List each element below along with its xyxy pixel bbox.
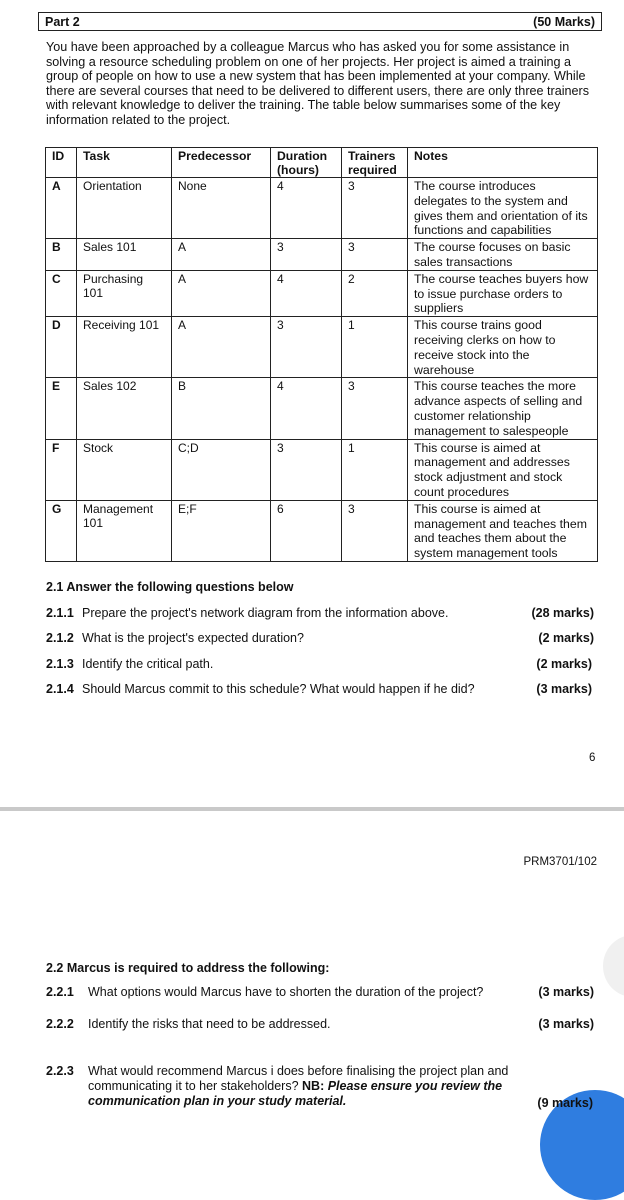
cell-predecessor: A xyxy=(172,270,271,316)
col-header-task: Task xyxy=(77,148,172,178)
cell-task: Management 101 xyxy=(77,500,172,561)
intro-paragraph: You have been approached by a colleague Marcus who has asked you for some assistance in solving a resource scheduling problem on one of her projects. Her project is aimed a training a group of people on how to use a new system that has been implemented at your company. While there are several courses that need to be delivered to different users, there are only three trainers with relevant knowledge to deliver the training. The table below summarises some of the key information related to the project. xyxy=(46,40,590,127)
table-row xyxy=(46,239,598,271)
question-text: What options would Marcus have to shorten the duration of the project? xyxy=(88,985,484,999)
question-text: Should Marcus commit to this schedule? What would happen if he did? xyxy=(82,682,475,696)
question-number: 2.2.1 xyxy=(46,985,74,999)
page-number: 6 xyxy=(589,752,596,764)
cell-notes: This course is aimed at management and addresses stock adjustment and stock count procedures xyxy=(408,439,598,500)
cell-trainers: 3 xyxy=(342,378,408,439)
question-number: 2.1.1 xyxy=(46,606,74,620)
cell-id: A xyxy=(46,178,77,239)
question-marks: (3 marks) xyxy=(538,1017,594,1031)
cell-notes: This course is aimed at management and teaches them and teaches them about the system management tools xyxy=(408,500,598,561)
cell-predecessor: None xyxy=(172,178,271,239)
cell-trainers: 1 xyxy=(342,439,408,500)
table-row xyxy=(46,270,598,316)
cell-duration: 4 xyxy=(271,270,342,316)
cell-task: Sales 102 xyxy=(77,378,172,439)
table-row xyxy=(46,378,598,439)
cell-trainers: 3 xyxy=(342,239,408,271)
cell-duration: 4 xyxy=(271,178,342,239)
table-row xyxy=(46,178,598,239)
cell-id: G xyxy=(46,500,77,561)
question-number: 2.2.2 xyxy=(46,1017,74,1031)
question-marks: (3 marks) xyxy=(536,682,592,696)
question-marks: (28 marks) xyxy=(531,606,594,620)
cell-predecessor: B xyxy=(172,378,271,439)
cell-trainers: 3 xyxy=(342,178,408,239)
question-marks: (2 marks) xyxy=(538,631,594,645)
col-header-duration: Duration (hours) xyxy=(271,148,342,178)
cell-predecessor: C;D xyxy=(172,439,271,500)
question-marks: (9 marks) xyxy=(537,1096,593,1110)
col-header-predecessor: Predecessor xyxy=(172,148,271,178)
course-code: PRM3701/102 xyxy=(523,856,597,868)
section-2-2-heading: 2.2 Marcus is required to address the following: xyxy=(46,961,330,975)
part-title: Part 2 xyxy=(45,15,80,29)
part-total-marks: (50 Marks) xyxy=(533,15,595,29)
nb-text: Please ensure you review the communication plan in your study material. xyxy=(88,1079,503,1108)
scroll-shadow-decoration xyxy=(603,935,624,997)
cell-trainers: 3 xyxy=(342,500,408,561)
table-row xyxy=(46,439,598,500)
cell-notes: The course introduces delegates to the system and gives them and orientation of its functions and capabilities xyxy=(408,178,598,239)
cell-duration: 3 xyxy=(271,317,342,378)
cell-predecessor: A xyxy=(172,239,271,271)
question-text: Identify the risks that need to be addressed. xyxy=(88,1017,331,1031)
question-text: What is the project's expected duration? xyxy=(82,631,304,645)
cell-id: D xyxy=(46,317,77,378)
course-table xyxy=(45,147,598,562)
cell-task: Receiving 101 xyxy=(77,317,172,378)
cell-trainers: 2 xyxy=(342,270,408,316)
question-2-2-3-text: What would recommend Marcus i does before finalising the project plan and communicating it to her stakeholders? xyxy=(88,1064,509,1093)
table-row xyxy=(46,317,598,378)
question-number: 2.2.3 xyxy=(46,1064,74,1078)
cell-duration: 6 xyxy=(271,500,342,561)
cell-predecessor: A xyxy=(172,317,271,378)
cell-duration: 4 xyxy=(271,378,342,439)
cell-notes: This course teaches the more advance aspects of selling and customer relationship management to salespeople xyxy=(408,378,598,439)
cell-id: E xyxy=(46,378,77,439)
table-header-row xyxy=(46,148,598,178)
table-row xyxy=(46,500,598,561)
page-divider xyxy=(0,807,624,811)
cell-task: Orientation xyxy=(77,178,172,239)
cell-task: Stock xyxy=(77,439,172,500)
cell-task: Sales 101 xyxy=(77,239,172,271)
question-text xyxy=(88,1064,528,1109)
cell-notes: The course teaches buyers how to issue purchase orders to suppliers xyxy=(408,270,598,316)
question-text: Identify the critical path. xyxy=(82,657,214,671)
question-marks: (2 marks) xyxy=(536,657,592,671)
question-text: Prepare the project's network diagram from the information above. xyxy=(82,606,449,620)
question-number: 2.1.2 xyxy=(46,631,74,645)
cell-duration: 3 xyxy=(271,239,342,271)
question-marks: (3 marks) xyxy=(538,985,594,999)
cell-task: Purchasing 101 xyxy=(77,270,172,316)
col-header-id: ID xyxy=(46,148,77,178)
col-header-trainers: Trainers required xyxy=(342,148,408,178)
section-2-1-heading: 2.1 Answer the following questions below xyxy=(46,580,294,594)
cell-id: F xyxy=(46,439,77,500)
question-number: 2.1.4 xyxy=(46,682,74,696)
cell-trainers: 1 xyxy=(342,317,408,378)
part-header xyxy=(38,12,602,31)
question-number: 2.1.3 xyxy=(46,657,74,671)
cell-id: C xyxy=(46,270,77,316)
cell-id: B xyxy=(46,239,77,271)
cell-notes: The course focuses on basic sales transactions xyxy=(408,239,598,271)
cell-duration: 3 xyxy=(271,439,342,500)
cell-notes: This course trains good receiving clerks on how to receive stock into the warehouse xyxy=(408,317,598,378)
nb-label: NB: xyxy=(302,1079,325,1093)
cell-predecessor: E;F xyxy=(172,500,271,561)
col-header-notes: Notes xyxy=(408,148,598,178)
